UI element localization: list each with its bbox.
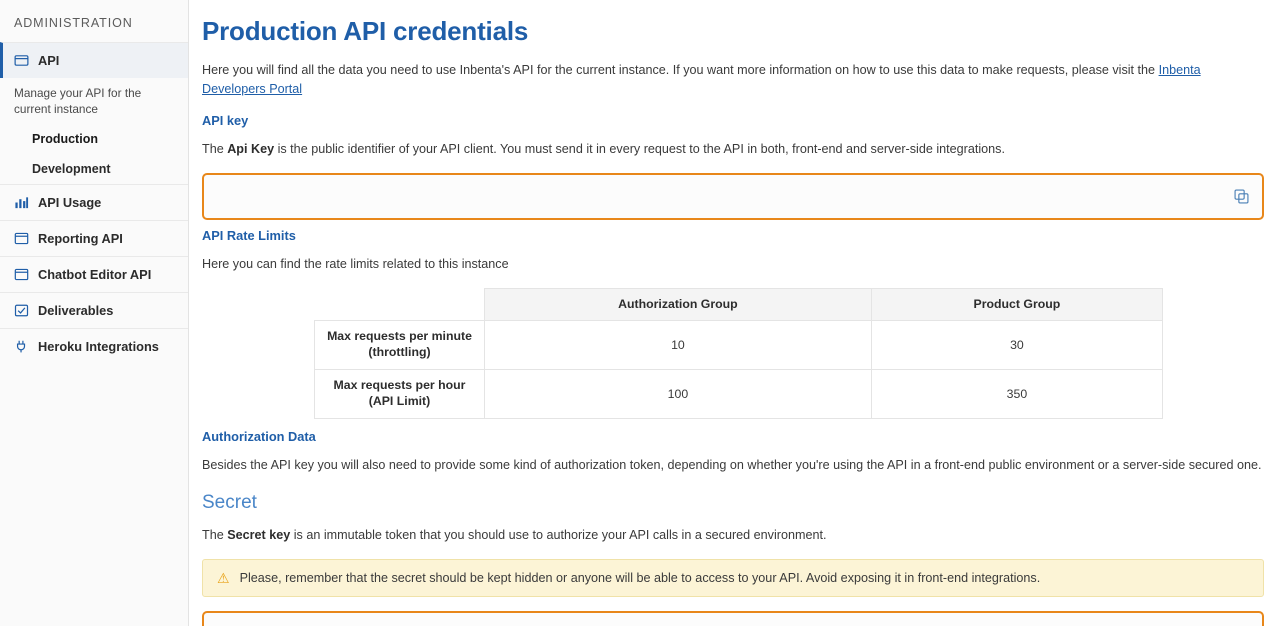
secret-warning-banner [202, 559, 1264, 597]
table-col-authorization-group: Authorization Group [485, 288, 872, 320]
sidebar-subitem-production[interactable]: Production [32, 131, 98, 146]
table-header-row [315, 288, 1163, 320]
bar-chart-icon [14, 195, 29, 210]
sidebar-api-note: Manage your API for the current instance [14, 86, 142, 116]
table-row [315, 320, 1163, 369]
row-value-auth-per-minute: 10 [485, 320, 872, 369]
api-key-desc-before: The [202, 141, 228, 156]
sidebar-item-chatbot-editor-api[interactable] [0, 256, 188, 292]
warning-triangle-icon: ⚠ [217, 570, 230, 587]
row-value-product-per-minute: 30 [871, 320, 1162, 369]
main-content [189, 0, 1280, 626]
api-card-icon [14, 53, 29, 68]
intro-text: Here you will find all the data you need to use Inbenta's API for the current instance. If you want more information on how to use this data to make requests, please visit the [202, 63, 1159, 77]
row-label-per-minute: Max requests per minute (throttling) [315, 320, 485, 369]
row-value-product-per-hour: 350 [871, 369, 1162, 418]
rate-limits-table [314, 288, 1163, 419]
authorization-data-description: Besides the API key you will also need to provide some kind of authorization token, depending on whether you're using the API in a front-end public environment or a server-side secured one. [202, 457, 1262, 472]
api-key-field[interactable] [202, 173, 1264, 220]
sidebar-title: ADMINISTRATION [14, 16, 133, 30]
table-col-blank [315, 288, 485, 320]
sidebar-item-label: Deliverables [38, 302, 114, 318]
plug-icon [14, 339, 29, 354]
secret-key-field[interactable] [202, 611, 1264, 626]
sidebar-item-deliverables[interactable] [0, 292, 188, 328]
secret-description [202, 526, 1264, 545]
copy-icon[interactable] [1230, 185, 1252, 207]
secret-warning-text: Please, remember that the secret should be kept hidden or anyone will be able to access to your API. Avoid exposing it in front-end integrations. [239, 571, 1041, 586]
checkbox-icon [14, 303, 29, 318]
api-key-description [202, 140, 1264, 159]
sidebar-item-label: Chatbot Editor API [38, 266, 152, 282]
rate-limits-section-label: API Rate Limits [202, 227, 296, 243]
row-label-per-hour: Max requests per hour (API Limit) [315, 369, 485, 418]
sidebar-item-label: API Usage [38, 194, 102, 210]
authorization-data-section-label: Authorization Data [202, 428, 316, 444]
chat-editor-icon [14, 267, 29, 282]
api-key-desc-after: is the public identifier of your API client. You must send it in every request to the API in both, front-end and server-side integrations. [274, 141, 1005, 156]
sidebar-item-api[interactable] [0, 42, 188, 78]
sidebar [0, 0, 189, 626]
sidebar-subitem-development[interactable]: Development [32, 161, 111, 176]
developers-portal-link[interactable]: Inbenta Developers Portal [202, 63, 1201, 96]
sidebar-item-label: API [38, 53, 60, 68]
sidebar-item-heroku-integrations[interactable] [0, 328, 188, 364]
secret-desc-before: The [202, 528, 228, 543]
table-row [315, 369, 1163, 418]
rate-limits-description: Here you can find the rate limits related to this instance [202, 256, 509, 271]
secret-desc-after: is an immutable token that you should use to authorize your API calls in a secured environment. [290, 528, 827, 543]
secret-desc-strong: Secret key [227, 528, 291, 543]
row-value-auth-per-hour: 100 [485, 369, 872, 418]
api-key-section-label: API key [202, 112, 249, 128]
sidebar-item-reporting-api[interactable] [0, 220, 188, 256]
secret-heading: Secret [202, 492, 257, 514]
table-col-product-group: Product Group [871, 288, 1162, 320]
intro-paragraph [202, 61, 1264, 99]
api-key-desc-strong: Api Key [227, 141, 275, 156]
sidebar-item-api-usage[interactable] [0, 184, 188, 220]
sidebar-item-label: Reporting API [38, 230, 123, 246]
page-title: Production API credentials [202, 16, 529, 46]
report-icon [14, 231, 29, 246]
sidebar-item-label: Heroku Integrations [38, 338, 159, 354]
